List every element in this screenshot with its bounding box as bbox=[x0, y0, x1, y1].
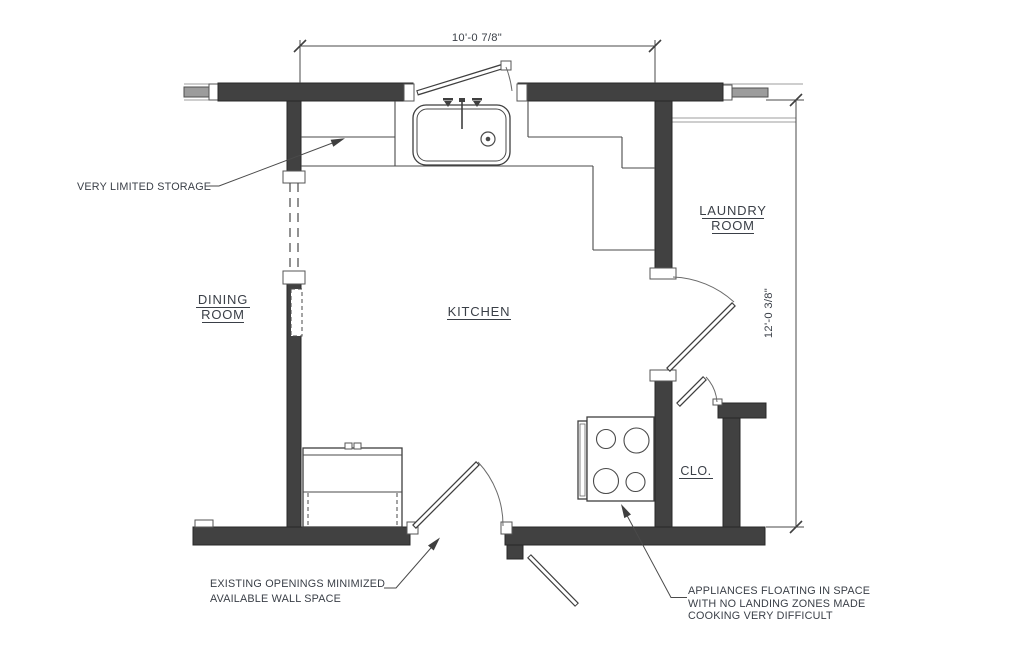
leader-arrow-icon bbox=[621, 504, 631, 518]
dining-room-label: DINING bbox=[197, 292, 249, 307]
laundry-door bbox=[668, 277, 734, 370]
appliance-handle-icon bbox=[345, 443, 352, 449]
bottom-door bbox=[414, 462, 503, 527]
closet-left-wall bbox=[655, 380, 672, 527]
openings-note-text: EXISTING OPENINGS MINIMIZED bbox=[210, 578, 386, 590]
door-stub-wall bbox=[507, 545, 523, 559]
window-leaf bbox=[417, 61, 512, 93]
lower-right-door bbox=[529, 556, 577, 605]
top-dimension-text: 10'-0 7/8" bbox=[451, 32, 503, 44]
openings-note-text: AVAILABLE WALL SPACE bbox=[210, 593, 342, 605]
left-wall-upper bbox=[287, 101, 301, 172]
openings-annotation bbox=[210, 538, 440, 606]
leader-arrow-icon bbox=[331, 138, 345, 147]
appliances-note-text: APPLIANCES FLOATING IN SPACE bbox=[688, 585, 871, 597]
dining-room-label: ROOM bbox=[201, 307, 245, 322]
right-dimension bbox=[763, 94, 804, 533]
appliance-handle-icon bbox=[354, 443, 361, 449]
kitchen-label: KITCHEN bbox=[447, 304, 511, 319]
closet-door bbox=[678, 377, 717, 405]
top-wall-right bbox=[518, 83, 723, 101]
right-dimension-text: 12'-0 3/8" bbox=[763, 287, 775, 339]
room-labels bbox=[196, 203, 767, 479]
t-wall bbox=[718, 403, 766, 418]
closet-label: CLO. bbox=[680, 464, 712, 478]
appliances-note-text: WITH NO LANDING ZONES MADE bbox=[688, 598, 866, 610]
laundry-wall bbox=[655, 101, 672, 269]
top-left-window bbox=[184, 84, 219, 100]
stove bbox=[578, 417, 654, 501]
dishwasher bbox=[303, 443, 402, 527]
sink bbox=[413, 98, 510, 165]
laundry-room-label: ROOM bbox=[711, 218, 755, 233]
wall-pocket-dashed bbox=[291, 289, 302, 336]
closet-right-wall bbox=[723, 418, 740, 527]
cased-opening-dashed bbox=[290, 183, 302, 336]
top-wall-left bbox=[218, 83, 413, 101]
laundry-room-label: LAUNDRY bbox=[699, 203, 767, 218]
bottom-wall-left bbox=[193, 527, 410, 545]
storage-note-text: VERY LIMITED STORAGE bbox=[77, 181, 212, 193]
appliances-note-text: COOKING VERY DIFFICULT bbox=[688, 610, 833, 622]
